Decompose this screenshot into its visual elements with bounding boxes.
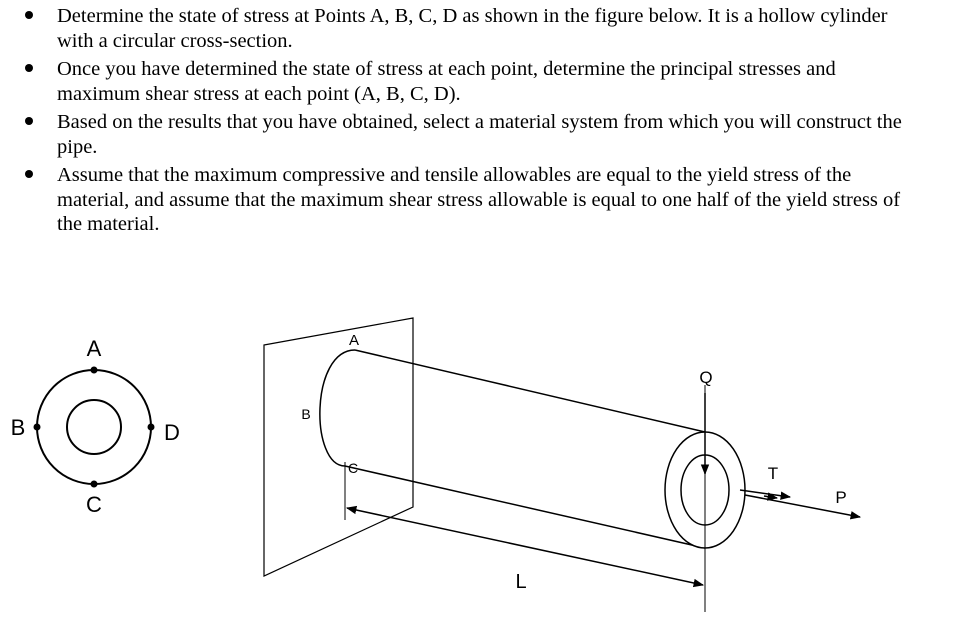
torque-t-arrowhead — [764, 496, 777, 498]
load-label-p: P — [835, 488, 847, 507]
cylinder-label-a: A — [348, 332, 360, 349]
cross-section-diagram — [11, 336, 180, 517]
bullet-text-1: Determine the state of stress at Points A, B, C, D as shown in the figure below. It is a hollow cylinder with a circular cross-section. — [57, 5, 888, 52]
load-label-t: T — [767, 464, 779, 483]
cylinder-label-b: B — [301, 406, 311, 422]
section-label-b: B — [10, 415, 26, 440]
load-label-q: Q — [699, 368, 713, 387]
dimension-label-l: L — [515, 571, 527, 593]
bullet-text-3: Based on the results that you have obtained, select a material system from which you will construct the pipe. — [57, 111, 902, 158]
inner-circle — [67, 400, 121, 454]
point-a-dot — [91, 367, 98, 374]
bullet-text-4: Assume that the maximum compressive and tensile allowables are equal to the yield stress of the material, and assume that the maximum shear stress allowable is equal to one half of the yield stress of the material. — [57, 164, 901, 235]
section-label-d: D — [164, 420, 180, 445]
point-b-dot — [34, 424, 41, 431]
section-label-a: A — [86, 336, 102, 361]
point-c-dot — [91, 481, 98, 488]
section-label-c: C — [86, 492, 102, 517]
bullet-text-2: Once you have determined the state of stress at each point, determine the principal stresses and maximum shear stress at each point (A, B, C, D). — [57, 58, 836, 105]
point-d-dot — [148, 424, 155, 431]
outer-circle — [37, 370, 151, 484]
cylinder-diagram — [264, 318, 860, 612]
cylinder-label-c: C — [347, 460, 359, 476]
